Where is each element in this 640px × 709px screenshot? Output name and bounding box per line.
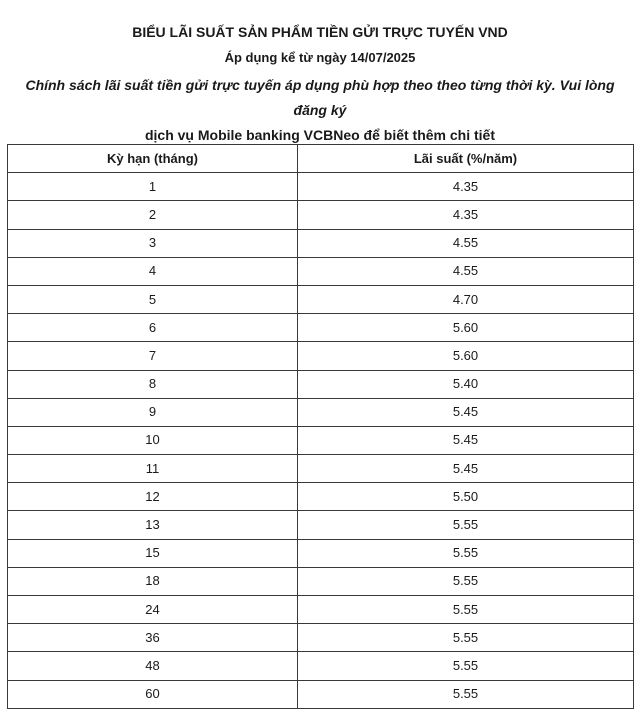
term-cell: 2 xyxy=(8,201,298,229)
document-title: BIỂU LÃI SUẤT SẢN PHẨM TIỀN GỬI TRỰC TUYẾN VND xyxy=(132,24,508,40)
rate-cell: 5.45 xyxy=(298,455,634,483)
table-row xyxy=(8,624,634,652)
rate-cell: 5.55 xyxy=(298,652,634,680)
column-header-rate: Lãi suất (%/năm) xyxy=(298,145,634,173)
term-cell: 13 xyxy=(8,511,298,539)
term-cell: 24 xyxy=(8,596,298,624)
table-row xyxy=(8,567,634,595)
term-cell: 5 xyxy=(8,285,298,313)
rate-cell: 5.60 xyxy=(298,314,634,342)
interest-rate-table xyxy=(7,144,634,709)
table-row xyxy=(8,483,634,511)
table-row xyxy=(8,539,634,567)
rate-cell: 5.45 xyxy=(298,426,634,454)
term-cell: 7 xyxy=(8,342,298,370)
table-row xyxy=(8,370,634,398)
rate-cell: 4.70 xyxy=(298,285,634,313)
term-cell: 15 xyxy=(8,539,298,567)
term-cell: 8 xyxy=(8,370,298,398)
term-cell: 11 xyxy=(8,455,298,483)
term-cell: 36 xyxy=(8,624,298,652)
effective-date: Áp dụng kể từ ngày 14/07/2025 xyxy=(224,50,416,65)
term-cell: 9 xyxy=(8,398,298,426)
rate-cell: 5.55 xyxy=(298,511,634,539)
table-row xyxy=(8,511,634,539)
table-body xyxy=(8,173,634,709)
table-row xyxy=(8,426,634,454)
table-row xyxy=(8,314,634,342)
table-row xyxy=(8,285,634,313)
table-row xyxy=(8,342,634,370)
rate-cell: 5.60 xyxy=(298,342,634,370)
term-cell: 18 xyxy=(8,567,298,595)
table-row xyxy=(8,257,634,285)
rate-cell: 5.55 xyxy=(298,567,634,595)
table-row xyxy=(8,173,634,201)
term-cell: 10 xyxy=(8,426,298,454)
rate-cell: 4.55 xyxy=(298,257,634,285)
table-row xyxy=(8,652,634,680)
rate-cell: 5.50 xyxy=(298,483,634,511)
term-cell: 48 xyxy=(8,652,298,680)
term-cell: 1 xyxy=(8,173,298,201)
rate-cell: 5.55 xyxy=(298,596,634,624)
term-cell: 60 xyxy=(8,680,298,708)
rate-cell: 5.40 xyxy=(298,370,634,398)
table-row xyxy=(8,680,634,708)
policy-note xyxy=(10,73,630,148)
rate-cell: 4.55 xyxy=(298,229,634,257)
term-cell: 3 xyxy=(8,229,298,257)
rate-cell: 5.55 xyxy=(298,539,634,567)
table-row xyxy=(8,596,634,624)
term-cell: 4 xyxy=(8,257,298,285)
table-row xyxy=(8,398,634,426)
rate-cell: 5.55 xyxy=(298,624,634,652)
table-row xyxy=(8,455,634,483)
term-cell: 12 xyxy=(8,483,298,511)
table-row xyxy=(8,229,634,257)
policy-note-line-2: dịch vụ Mobile banking VCBNeo để biết thêm chi tiết xyxy=(144,127,496,143)
column-header-term: Kỳ hạn (tháng) xyxy=(8,145,298,173)
policy-note-line-1: Chính sách lãi suất tiền gửi trực tuyến áp dụng phù hợp theo theo từng thời kỳ. Vui lòng đăng ký xyxy=(25,77,615,118)
rate-cell: 5.45 xyxy=(298,398,634,426)
term-cell: 6 xyxy=(8,314,298,342)
rate-cell: 4.35 xyxy=(298,173,634,201)
table-row xyxy=(8,201,634,229)
rate-cell: 4.35 xyxy=(298,201,634,229)
table-header-row xyxy=(8,145,634,173)
rate-cell: 5.55 xyxy=(298,680,634,708)
